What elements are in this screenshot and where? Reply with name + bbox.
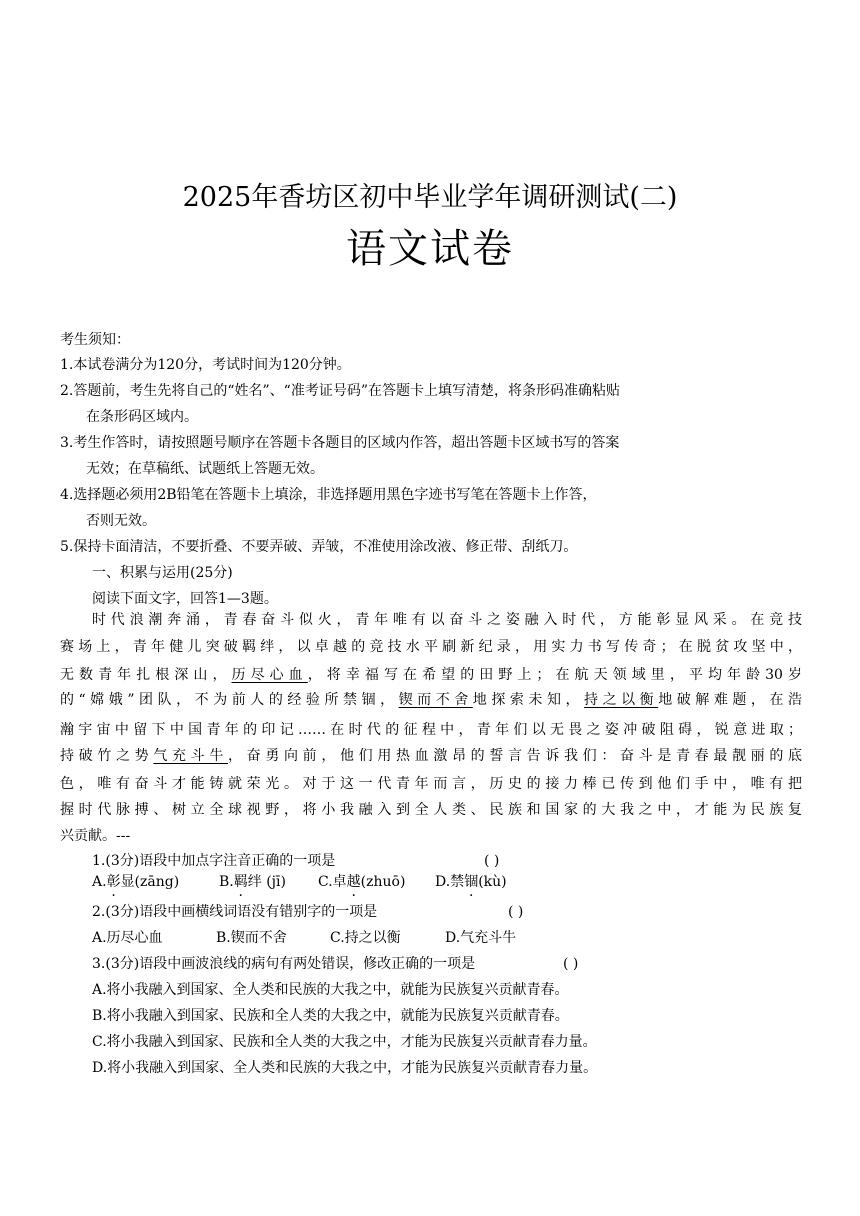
option-text: (kù) — [478, 874, 507, 890]
notice-item-2-cont: 在条形码区域内。 — [86, 409, 198, 425]
option-text: 显(zāng) — [120, 874, 180, 890]
dotted-char: 羁 — [233, 874, 248, 890]
passage-line: 握时代脉搏、树立全球视野，将小我融入到全人类、民族和国家的大我之中，才能为民族复 — [60, 802, 802, 818]
option-d — [435, 872, 507, 892]
answer-bracket: ( ) — [563, 956, 579, 972]
option-text: 绊 (jī) — [247, 874, 286, 890]
question-stem: 2.(3分)语段中画横线词语没有错别字的一项是 — [92, 904, 378, 920]
underlined-term: 持之以衡 — [584, 692, 659, 708]
passage-line — [60, 664, 802, 684]
notice-item-4-cont: 否则无效。 — [86, 513, 156, 529]
dotted-char: 彰 — [106, 874, 121, 890]
option-d: D.将小我融入到国家、全人类和民族的大我之中，才能为民族复兴贡献青春力量。 — [92, 1060, 598, 1076]
option-a: A.历尽心血 — [92, 930, 163, 946]
passage-text: 的“嫦娥”团队，不为前人的经验所禁锢， — [60, 692, 399, 708]
passage-text: ，奋勇向前，他们用热血激昂的誓言告诉我们：奋斗是青春最靓丽的底 — [228, 748, 803, 764]
exam-subject: 语文试卷 — [346, 226, 514, 272]
notice-item-5: 5.保持卡面清洁，不要折叠、不要弄破、弄皱，不准使用涂改液、修正带、刮纸刀。 — [60, 539, 578, 555]
section-instruction: 阅读下面文字，回答1—3题。 — [92, 591, 278, 607]
option-c: C.将小我融入到国家、民族和全人类的大我之中，才能为民族复兴贡献青春力量。 — [92, 1034, 597, 1050]
answer-bracket: ( ) — [508, 904, 524, 920]
underlined-term: 历尽心血 — [231, 667, 308, 683]
option-label: A. — [92, 874, 107, 890]
dotted-char: 锢 — [464, 874, 479, 890]
question-stem: 1.(3分)语段中加点字注音正确的一项是 — [92, 853, 336, 869]
passage-line: 兴贡献。--- — [60, 828, 131, 844]
passage-line: 瀚宇宙中留下中国青年的印记……在时代的征程中，青年们以无畏之姿冲破阻碍，锐意进取； — [60, 722, 802, 738]
notice-item-1: 1.本试卷满分为120分，考试时间为120分钟。 — [60, 357, 351, 373]
option-text: (zhuō) — [360, 874, 406, 890]
option-label: C.卓 — [318, 874, 347, 890]
dotted-char: 越 — [346, 874, 361, 890]
option-a: A.将小我融入到国家、全人类和民族的大我之中，就能为民族复兴贡献青春。 — [92, 982, 569, 998]
answer-bracket: ( ) — [484, 853, 500, 869]
question-stem: 3.(3分)语段中画波浪线的病句有两处错误，修改正确的一项是 — [92, 956, 476, 972]
underlined-term: 气充斗牛 — [153, 748, 229, 764]
option-a — [92, 872, 179, 892]
passage-text: 地破解难题，在浩 — [658, 692, 803, 708]
passage-line — [60, 745, 802, 765]
passage-line: 赛场上，青年健儿突破羁绊，以卓越的竞技水平刷新纪录，用实力书写传奇；在脱贫攻坚中， — [60, 639, 802, 655]
option-c — [318, 872, 405, 892]
section-heading: 一、积累与运用(25分) — [92, 565, 233, 581]
passage-line: 色，唯有奋斗才能铸就荣光。对于这一代青年而言，历史的接力棒已传到他们手中，唯有把 — [60, 776, 802, 792]
notice-heading: 考生须知： — [60, 332, 130, 348]
option-b: B.锲而不舍 — [216, 930, 287, 946]
option-label: B. — [219, 874, 234, 890]
notice-item-2: 2.答题前，考生先将自己的“姓名”、“准考证号码”在答题卡上填写清楚，将条形码准确粘贴 — [60, 383, 620, 399]
notice-item-3: 3.考生作答时，请按照题号顺序在答题卡各题目的区域内作答，超出答题卡区域书写的答案 — [60, 435, 620, 451]
option-c: C.持之以衡 — [330, 930, 401, 946]
option-d: D.气充斗牛 — [445, 930, 517, 946]
passage-line — [60, 689, 802, 709]
passage-text: ，将幸福写在希望的田野上；在航天领域里，平均年龄30岁 — [307, 667, 802, 683]
passage-line: 时代浪潮奔涌，青春奋斗似火，青年唯有以奋斗之姿融入时代，方能彰显风采。在竞技 — [92, 612, 802, 628]
passage-text: 无数青年扎根深山， — [60, 667, 232, 683]
option-b: B.将小我融入到国家、民族和全人类的大我之中，就能为民族复兴贡献青春。 — [92, 1008, 569, 1024]
option-label: D.禁 — [435, 874, 465, 890]
notice-item-4: 4.选择题必须用2B铅笔在答题卡上填涂，非选择题用黑色字迹书写笔在答题卡上作答， — [60, 487, 597, 503]
passage-text: 地探索未知， — [472, 692, 585, 708]
passage-text: 持破竹之势 — [60, 748, 154, 764]
exam-title: 2025年香坊区初中毕业学年调研测试(二) — [182, 182, 678, 213]
underlined-term: 锲而不舍 — [398, 692, 473, 708]
option-b — [219, 872, 286, 892]
notice-item-3-cont: 无效；在草稿纸、试题纸上答题无效。 — [86, 461, 324, 477]
